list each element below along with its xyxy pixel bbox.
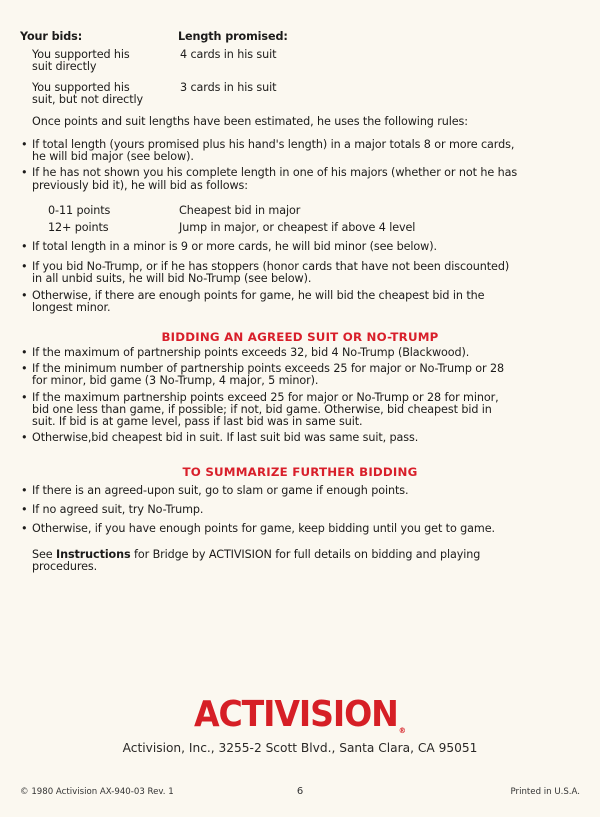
section-title: BIDDING AN AGREED SUIT OR NO-TRUMP bbox=[161, 330, 439, 344]
rules-list bbox=[20, 139, 580, 192]
rules-list bbox=[20, 241, 580, 314]
points-action: Jump in major, or cheapest if above 4 level bbox=[179, 221, 416, 234]
copyright-text: © 1980 Activision AX-940-03 Rev. 1 bbox=[20, 787, 174, 797]
summary-list bbox=[20, 485, 580, 536]
list-item bbox=[20, 347, 580, 359]
bid-text-line: You supported his bbox=[32, 81, 130, 94]
company-address: Activision, Inc., 3255-2 Scott Blvd., Santa Clara, CA 95051 bbox=[122, 741, 478, 755]
list-item bbox=[20, 432, 580, 444]
list-item bbox=[20, 241, 580, 253]
your-bids-header: Your bids: bbox=[20, 30, 83, 43]
list-item-line: suit. If bid is at game level, pass if last bid was in same suit. bbox=[32, 415, 363, 429]
list-item bbox=[20, 504, 580, 516]
length-text: 4 cards in his suit bbox=[180, 48, 277, 61]
list-item-line: • Otherwise, if there are enough points for game, he will bid the cheapest bid in the bbox=[32, 288, 485, 302]
list-item-line: he will bid major (see below). bbox=[32, 150, 194, 164]
registered-mark: ® bbox=[398, 726, 407, 735]
points-label: 0-11 points bbox=[48, 204, 111, 217]
list-item-line: • If there is an agreed-upon suit, go to slam or game if enough points. bbox=[32, 484, 409, 497]
list-item-line: longest minor. bbox=[32, 300, 111, 314]
closing-text: See bbox=[32, 548, 57, 561]
list-item-line: • If you bid No-Trump, or if he has stoppers (honor cards that have not been discounted) bbox=[32, 260, 510, 274]
list-item bbox=[20, 523, 580, 535]
printed-text: Printed in U.S.A. bbox=[510, 787, 580, 797]
list-item-line: • If the maximum partnership points exceed 25 for major or No-Trump or 28 for minor, bbox=[32, 390, 499, 404]
list-item-line: • If total length (yours promised plus his hand's length) in a major totals 8 or more cards, bbox=[32, 138, 515, 151]
points-action: Cheapest bid in major bbox=[179, 204, 301, 217]
agreed-suit-list bbox=[20, 347, 580, 444]
list-item-line: previously bid it), he will bid as follows: bbox=[32, 178, 248, 192]
bid-text-line: suit directly bbox=[32, 60, 97, 74]
list-item-line: for minor, bid game (3 No-Trump, 4 major, 5 minor). bbox=[32, 374, 319, 388]
list-item bbox=[20, 290, 580, 314]
list-item-line: • If he has not shown you his complete length in one of his majors (whether or not he has bbox=[32, 166, 518, 180]
list-item-line: • If the maximum of partnership points exceeds 32, bid 4 No-Trump (Blackwood). bbox=[32, 346, 470, 359]
list-item bbox=[20, 167, 580, 191]
closing-text: procedures. bbox=[32, 560, 98, 574]
length-text: 3 cards in his suit bbox=[180, 81, 277, 94]
list-item-line: bid one less than game, if possible; if not, bid game. Otherwise, bid cheapest bid in bbox=[32, 402, 492, 416]
list-item bbox=[20, 485, 580, 497]
instructions-title: Instructions bbox=[56, 548, 131, 561]
list-item bbox=[20, 363, 580, 387]
section-title: TO SUMMARIZE FURTHER BIDDING bbox=[182, 465, 418, 479]
list-item bbox=[20, 392, 580, 429]
list-item-line: • Otherwise,bid cheapest bid in suit. If last suit bid was same suit, pass. bbox=[32, 431, 419, 445]
list-item-line: • If the minimum number of partnership points exceeds 25 for major or No-Trump or 28 bbox=[32, 362, 505, 376]
activision-logo bbox=[24, 694, 576, 735]
list-item bbox=[20, 139, 580, 163]
bid-text-line: suit, but not directly bbox=[32, 93, 144, 107]
list-item-line: • If total length in a minor is 9 or more cards, he will bid minor (see below). bbox=[32, 240, 437, 253]
logo-wordmark: ACTIVISION bbox=[193, 694, 398, 735]
points-label: 12+ points bbox=[48, 221, 109, 234]
bid-text-line: You supported his bbox=[32, 48, 130, 61]
list-item-line: in all unbid suits, he will bid No-Trump (see below). bbox=[32, 272, 312, 286]
intro-text: Once points and suit lengths have been estimated, he uses the following rules: bbox=[32, 115, 468, 128]
list-item bbox=[20, 261, 580, 285]
list-item-line: • Otherwise, if you have enough points for game, keep bidding until you get to game. bbox=[32, 522, 495, 536]
list-item-line: • If no agreed suit, try No-Trump. bbox=[32, 503, 204, 517]
closing-text: for Bridge by ACTIVISION for full details on bidding and playing bbox=[130, 548, 481, 561]
length-promised-header: Length promised: bbox=[178, 30, 288, 43]
closing-paragraph bbox=[32, 549, 572, 573]
page-number: 6 bbox=[296, 786, 304, 797]
